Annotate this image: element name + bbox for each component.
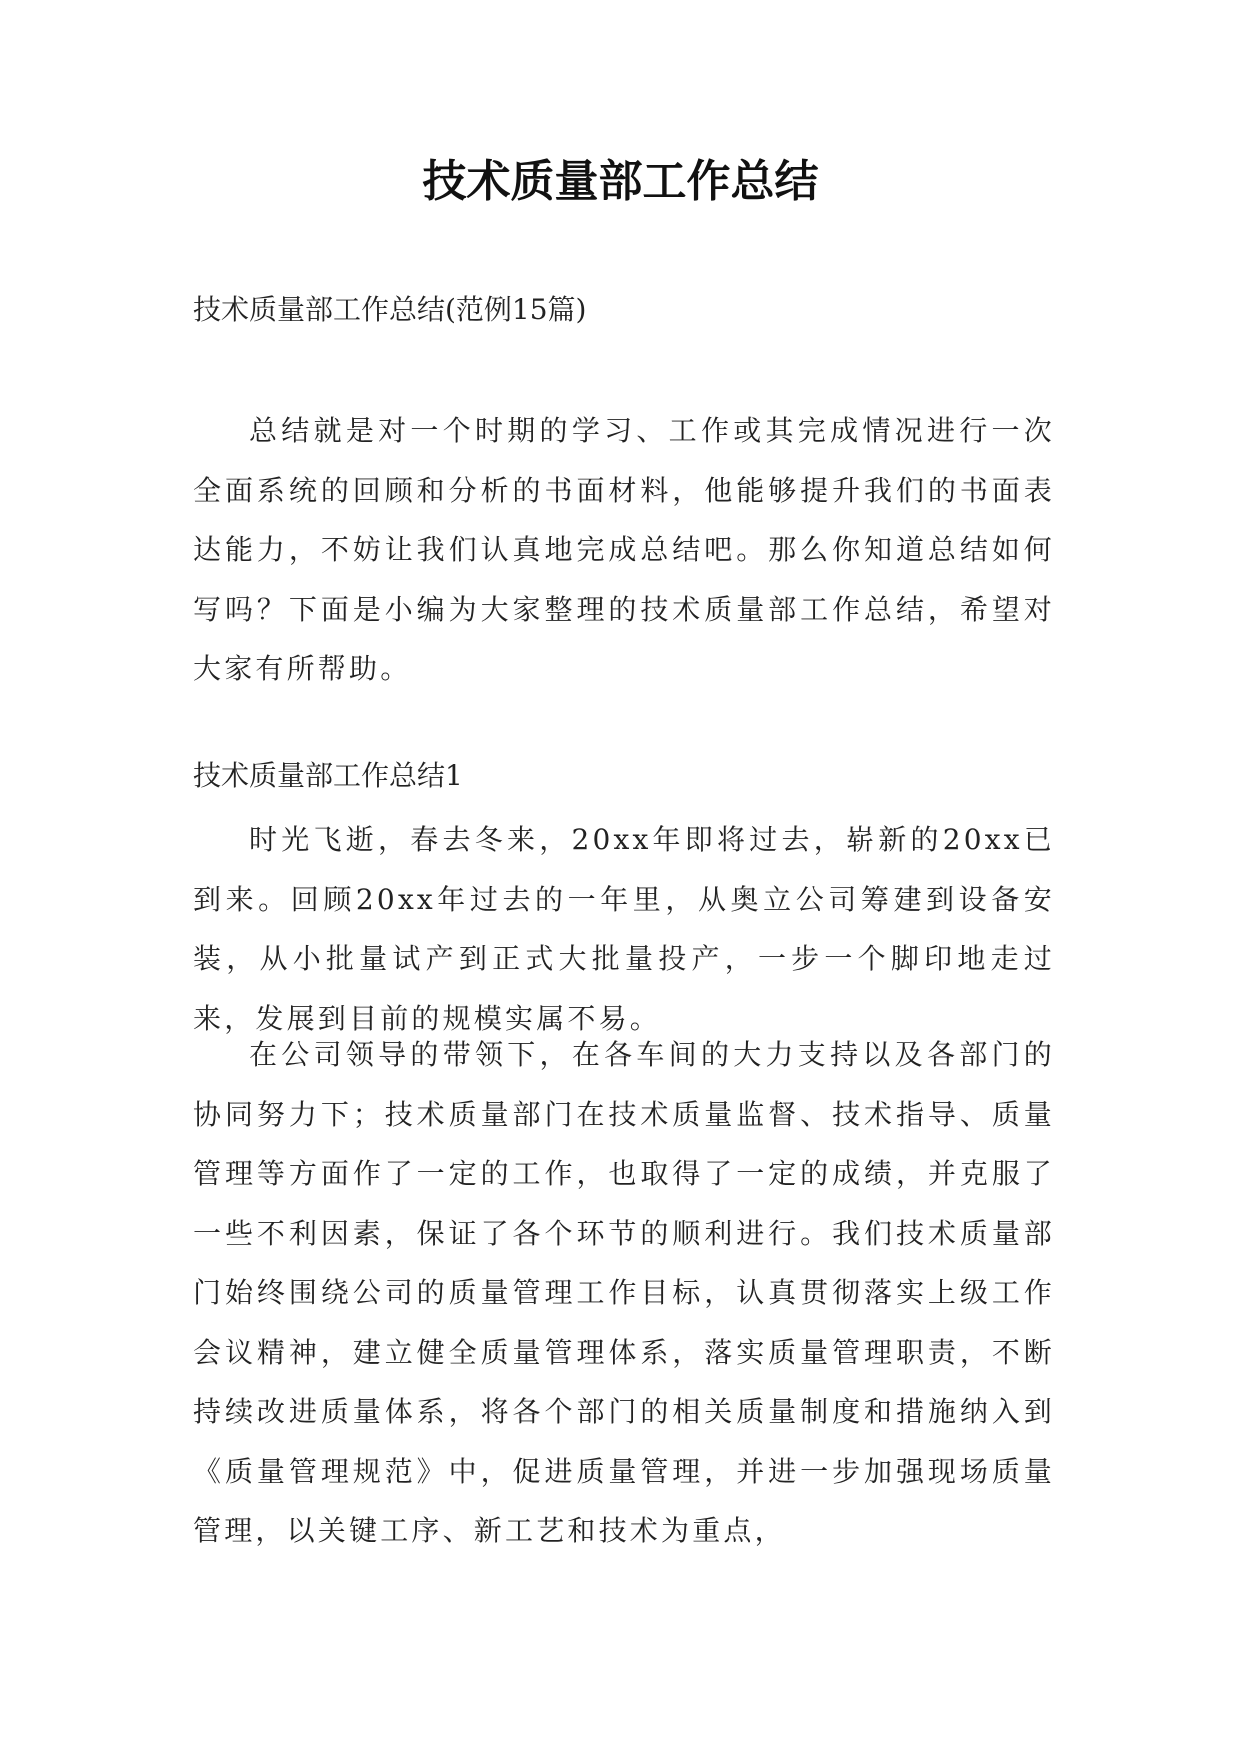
body-paragraph-2: 在公司领导的带领下，在各车间的大力支持以及各部门的协同努力下；技术质量部门在技术质量监督、技术指导、质量管理等方面作了一定的工作，也取得了一定的成绩，并克服了一些不利因素，保证了各个环节的顺利进行。我们技术质量部门始终围绕公司的质量管理工作目标，认真贯彻落实上级工作会议精神，建立健全质量管理体系，落实质量管理职责，不断持续改进质量体系，将各个部门的相关质量制度和措施纳入到《质量管理规范》中，促进质量管理，并进一步加强现场质量管理，以关键工序、新工艺和技术为重点， — [193, 1038, 1055, 1547]
intro-paragraph: 总结就是对一个时期的学习、工作或其完成情况进行一次全面系统的回顾和分析的书面材料，他能够提升我们的书面表达能力，不妨让我们认真地完成总结吧。那么你知道总结如何写吗？下面是小编为大家整理的技术质量部工作总结，希望对大家有所帮助。 — [193, 414, 1055, 685]
body-paragraph-1: 时光飞逝，春去冬来，20xx年即将过去，崭新的20xx已到来。回顾20xx年过去的一年里，从奥立公司筹建到设备安装，从小批量试产到正式大批量投产，一步一个脚印地走过来，发展到目前的规模实属不易。 — [193, 823, 1055, 1035]
section-heading: 技术质量部工作总结1 — [193, 759, 463, 792]
document-title: 技术质量部工作总结 — [422, 156, 819, 207]
document-subtitle: 技术质量部工作总结(范例15篇) — [193, 293, 587, 326]
